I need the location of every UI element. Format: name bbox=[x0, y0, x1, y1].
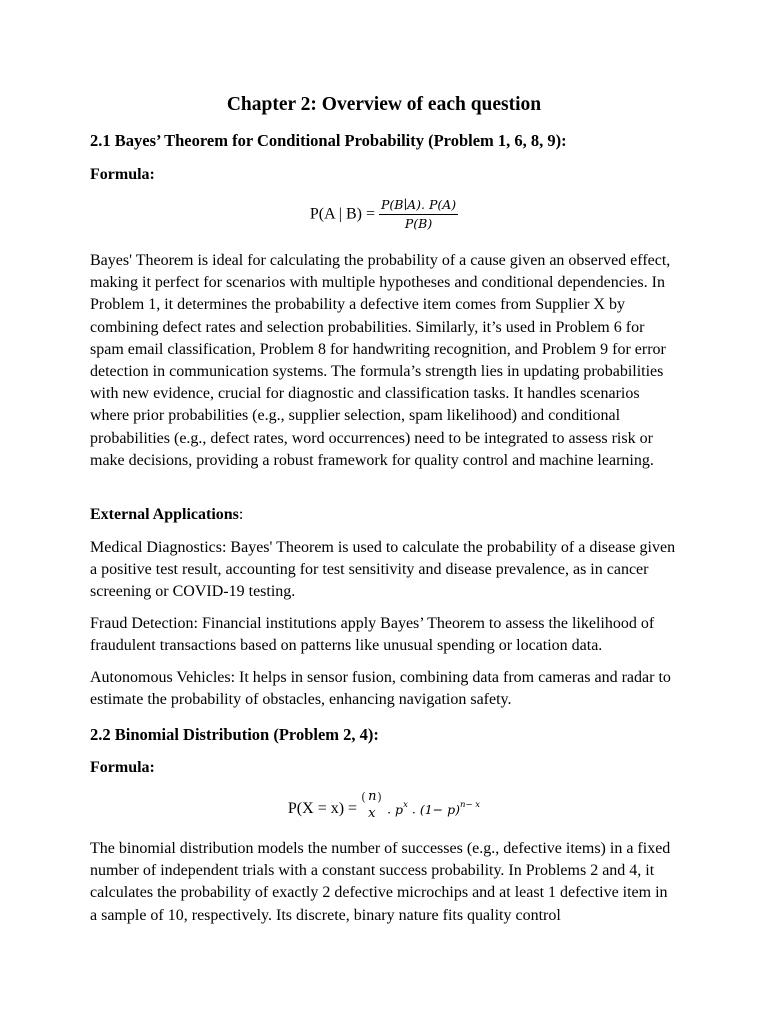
bayes-formula bbox=[90, 197, 678, 232]
binom-dot-2: . bbox=[411, 801, 416, 817]
binom-p: p bbox=[395, 801, 404, 817]
bayes-denominator: P(B) bbox=[404, 216, 433, 231]
bayes-paragraph: Bayes' Theorem is ideal for calculating the probability of a cause given an observed effect, making it perfect for scenarios with multiple hypotheses and conditional dependencies. In Problem 1, it determines the probability a defective item comes from Supplier X by combining defect rates and selection probabilities. Similarly, it’s used in Problem 6 for spam email classification, Problem 8 for handwriting recognition, and Problem 9 for error detection in communication systems. The formula’s strength lies in updating probabilities with new evidence, crucial for diagnostic and classification tasks. It handles scenarios where prior probabilities (e.g., supplier selection, spam likelihood) and conditional probabilities (e.g., defect rates, word occurrences) need to be integrated to assess risk or make decisions, providing a robust framework for quality control and machine learning. bbox=[90, 252, 671, 469]
bayes-formula-lhs: P(A | B) = bbox=[309, 205, 375, 223]
binom-one-minus-p: (1− p) bbox=[419, 801, 460, 817]
application-fraud: Fraud Detection: Financial institutions apply Bayes’ Theorem to assess the likelihood of fraudulent transactions based on patterns like unusual spending or location data. bbox=[90, 615, 655, 655]
binom-right-paren: ) bbox=[377, 790, 382, 804]
application-medical: Medical Diagnostics: Bayes' Theorem is used to calculate the probability of a disease given a positive test result, accounting for test sensitivity and disease prevalence, as in cancer screening or COVID-19 testing. bbox=[90, 539, 676, 601]
formula-label-binomial: Formula: bbox=[90, 759, 155, 776]
binom-left-paren: ( bbox=[361, 790, 366, 804]
chapter-title: Chapter 2: Overview of each question bbox=[226, 94, 542, 115]
binom-dot-1: . bbox=[387, 801, 392, 817]
binomial-formula bbox=[90, 789, 678, 826]
binom-x: x bbox=[368, 806, 376, 821]
bayes-fraction bbox=[379, 197, 458, 232]
bayes-numerator: P(B∣A). P(A) bbox=[379, 197, 458, 215]
formula-label-bayes: Formula: bbox=[90, 166, 155, 183]
binom-p-exponent: x bbox=[403, 799, 408, 810]
binomial-paragraph: The binomial distribution models the number of successes (e.g., defective items) in a fixed number of independent trials with a constant success probability. In Problems 2 and 4, it calculates the probability of exactly 2 defective microchips and at least 1 defective item in a sample of 10, respectively. Its discrete, binary nature fits quality control bbox=[90, 840, 671, 924]
binom-exponent-n-minus-x: n− x bbox=[460, 799, 481, 810]
binomial-formula-lhs: P(X = x) = bbox=[287, 800, 358, 817]
application-vehicles: Autonomous Vehicles: It helps in sensor fusion, combining data from cameras and radar to estimate the probability of obstacles, enhancing navigation safety. bbox=[90, 669, 671, 709]
binom-n: n bbox=[368, 789, 377, 804]
binomial-coefficient bbox=[361, 789, 383, 826]
section-heading-binomial: 2.2 Binomial Distribution (Problem 2, 4): bbox=[90, 725, 379, 744]
section-heading-bayes: 2.1 Bayes’ Theorem for Conditional Probability (Problem 1, 6, 8, 9): bbox=[90, 131, 567, 150]
external-applications-label: External Applications: bbox=[90, 506, 244, 523]
